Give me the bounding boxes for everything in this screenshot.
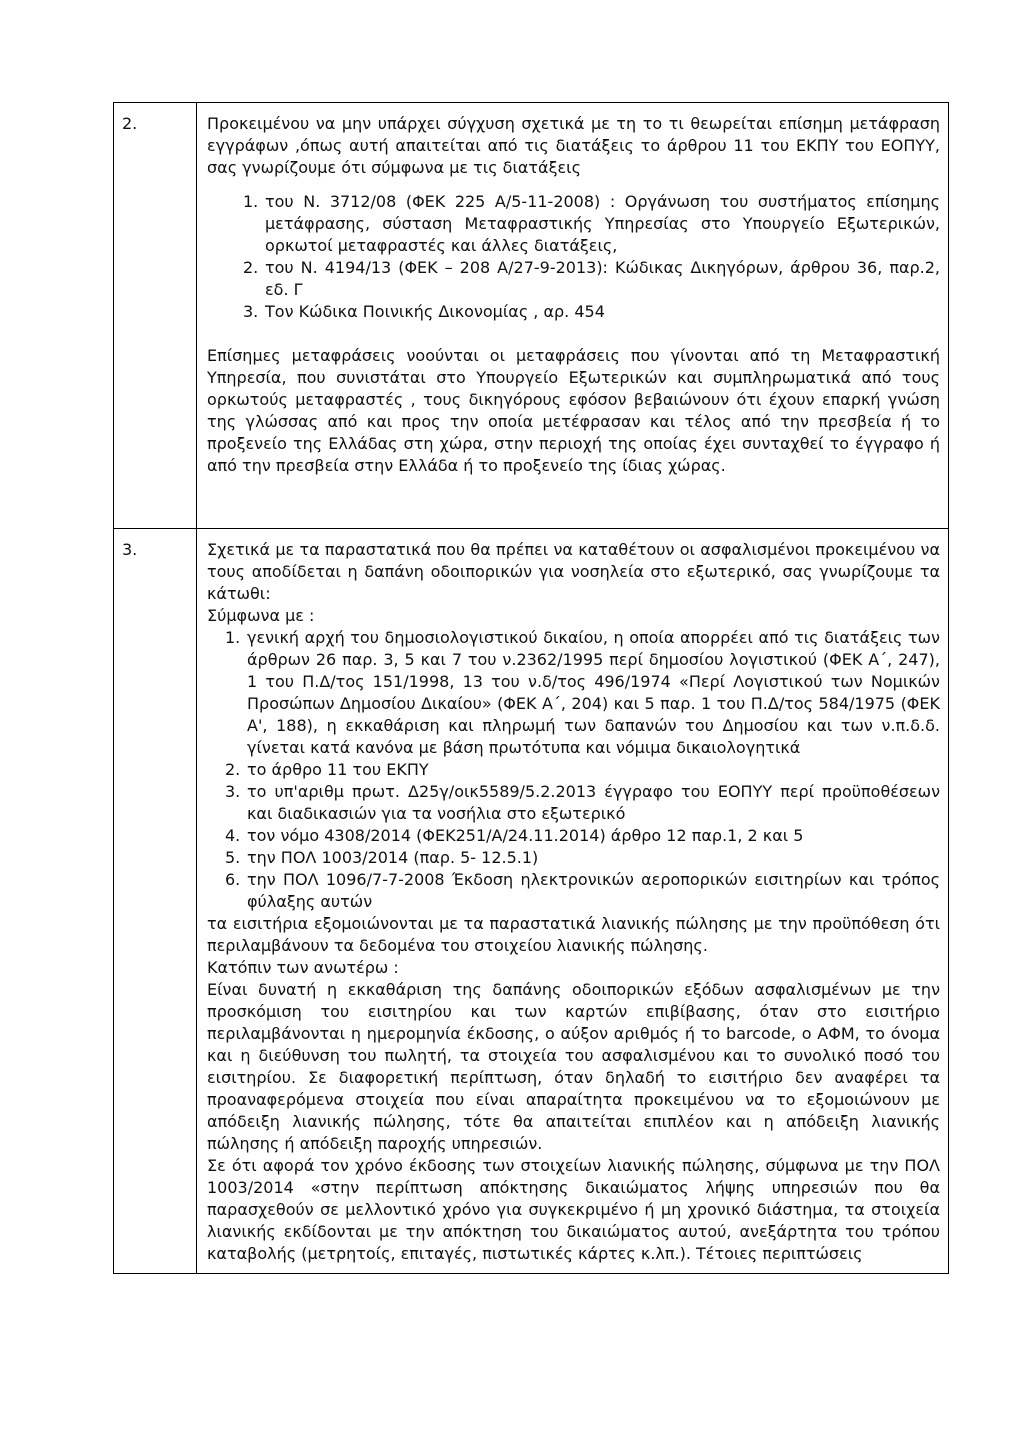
paragraph-tickets: τα εισιτήρια εξομοιώνονται με τα παραστατικά λιανικής πώλησης με την προϋπόθεση ότι περιλαμβάνουν τα δεδομένα του στοιχείου λιανικής πώλησης. xyxy=(207,914,940,955)
row-content xyxy=(197,529,949,1274)
list-item: 1. γενική αρχή του δημοσιολογιστικού δικαίου, η οποία απορρέει από τις διατάξεις των άρθρων 26 παρ. 3, 5 και 7 του ν.2362/1995 περί δημοσίου λογιστικού (ΦΕΚ Α΄, 247), 1 του Π.Δ/τος 151/1998, 13 του ν.δ/τος 496/1974 «Περί Λογιστικού των Νομικών Προσώπων Δημοσίου Δικαίου» (ΦΕΚ Α΄, 204) και 5 παρ. 1 του Π.Δ/τος 584/1975 (ΦΕΚ Α', 188), η εκκαθάριση και πληρωμή των δαπανών του Δημοσίου και των ν.π.δ.δ. γίνεται κατά κανόνα με βάση πρωτότυπα και νόμιμα δικαιολογητικά xyxy=(225,628,940,757)
paragraph-closing: Επίσημες μεταφράσεις νοούνται οι μεταφράσεις που γίνονται από τη Μεταφραστική Υπηρεσία, που συνιστάται στο Υπουργείο Εξωτερικών και συμπληρωματικά από τους ορκωτούς μεταφραστές , τους δικηγόρους εφόσον βεβαιώνουν ότι έχουν επαρκή γνώση της γλώσσας από και προς την οποία μετέφρασαν και τέλος από την πρεσβεία ή το προξενείο της Ελλάδας στη χώρα, στην περιοχή της οποίας έχει συνταχθεί το έγγραφο ή από την πρεσβεία στην Ελλάδα ή το προξενείο της ίδιας χώρας. xyxy=(207,346,940,475)
list-item: 1. του Ν. 3712/08 (ΦΕΚ 225 Α/5-11-2008) : Οργάνωση του συστήματος επίσημης μετάφρασης, σύσταση Μεταφραστικής Υπηρεσίας στο Υπουργείο Εξωτερικών, ορκωτοί μεταφραστές και άλλες διατάξεις, xyxy=(243,192,940,255)
list-item: 2. του Ν. 4194/13 (ΦΕΚ – 208 Α/27-9-2013): Κώδικας Δικηγόρων, άρθρου 36, παρ.2, εδ. Γ xyxy=(243,258,940,299)
list-item: 2. το άρθρο 11 του ΕΚΠΥ xyxy=(225,760,429,779)
paragraph-intro: Σχετικά με τα παραστατικά που θα πρέπει να καταθέτουν οι ασφαλισμένοι προκειμένου να τους αποδίδεται η δαπάνη οδοιπορικών για νοσηλεία στο εξωτερικό, σας γνωρίζουμε τα κάτωθι: xyxy=(207,540,940,603)
content-table xyxy=(113,102,949,1274)
list-item: 3. Τον Κώδικα Ποινικής Δικονομίας , αρ. 454 xyxy=(243,302,605,321)
paragraph-timing: Σε ότι αφορά τον χρόνο έκδοσης των στοιχείων λιανικής πώλησης, σύμφωνα με την ΠΟΛ 1003/2014 «στην περίπτωση απόκτησης δικαιώματος λήψης υπηρεσιών που θα παρασχεθούν σε μελλοντικό χρόνο για συγκεκριμένο ή μη χρονικό διάστημα, τα στοιχεία λιανικής εκδίδονται με την απόκτηση του δικαιώματος αυτού, ανεξάρτητα του τρόπου καταβολής (μετρητοίς, επιταγές, πιστωτικές κάρτες κ.λπ.). Τέτοιες περιπτώσεις xyxy=(207,1156,940,1263)
row-number: 2. xyxy=(114,103,197,529)
paragraph-therefore: Κατόπιν των ανωτέρω : xyxy=(207,958,399,977)
row-content xyxy=(197,103,949,529)
row-number: 3. xyxy=(114,529,197,1274)
table-row xyxy=(114,529,949,1274)
paragraph-conclusion: Είναι δυνατή η εκκαθάριση της δαπάνης οδοιπορικών εξόδων ασφαλισμένων με την προσκόμιση του εισιτηρίου και των καρτών επιβίβασης, όταν στο εισιτήριο περιλαμβάνονται η ημερομηνία έκδοσης, ο αύξον αριθμός ή το barcode, ο ΑΦΜ, το όνομα και η διεύθυνση του πωλητή, τα στοιχεία του ασφαλισμένου και το συνολικό ποσό του εισιτηρίου. Σε διαφορετική περίπτωση, όταν δηλαδή το εισιτήριο δεν αναφέρει τα προαναφερόμενα στοιχεία που είναι απαραίτητα προκειμένου να το εξομοιώνουν με απόδειξη λιανικής πώλησης, τότε θα απαιτείται επιπλέον και η απόδειξη λιανικής πώλησης ή απόδειξη παροχής υπηρεσιών. xyxy=(207,980,940,1153)
list-item: 6. την ΠΟΛ 1096/7-7-2008 Έκδοση ηλεκτρονικών αεροπορικών εισιτηρίων και τρόπος φύλαξης αυτών xyxy=(225,870,940,911)
numbered-list xyxy=(207,191,940,323)
paragraph-intro: Προκειμένου να μην υπάρχει σύγχυση σχετικά με τη το τι θεωρείται επίσημη μετάφραση εγγράφων ,όπως αυτή απαιτείται από τις διατάξεις το άρθρου 11 του ΕΚΠΥ του ΕΟΠΥΥ, σας γνωρίζουμε ότι σύμφωνα με τις διατάξεις xyxy=(207,114,940,177)
according-label: Σύμφωνα με : xyxy=(207,606,315,625)
list-item: 4. τον νόμο 4308/2014 (ΦΕΚ251/Α/24.11.2014) άρθρο 12 παρ.1, 2 και 5 xyxy=(225,826,804,845)
list-item: 3. το υπ'αριθμ πρωτ. Δ25γ/οικ5589/5.2.2013 έγγραφο του ΕΟΠΥΥ περί προϋποθέσεων και διαδικασιών για τα νοσήλια στο εξωτερικό xyxy=(225,782,940,823)
numbered-list xyxy=(207,627,940,913)
list-item: 5. την ΠΟΛ 1003/2014 (παρ. 5- 12.5.1) xyxy=(225,848,539,867)
table-row xyxy=(114,103,949,529)
